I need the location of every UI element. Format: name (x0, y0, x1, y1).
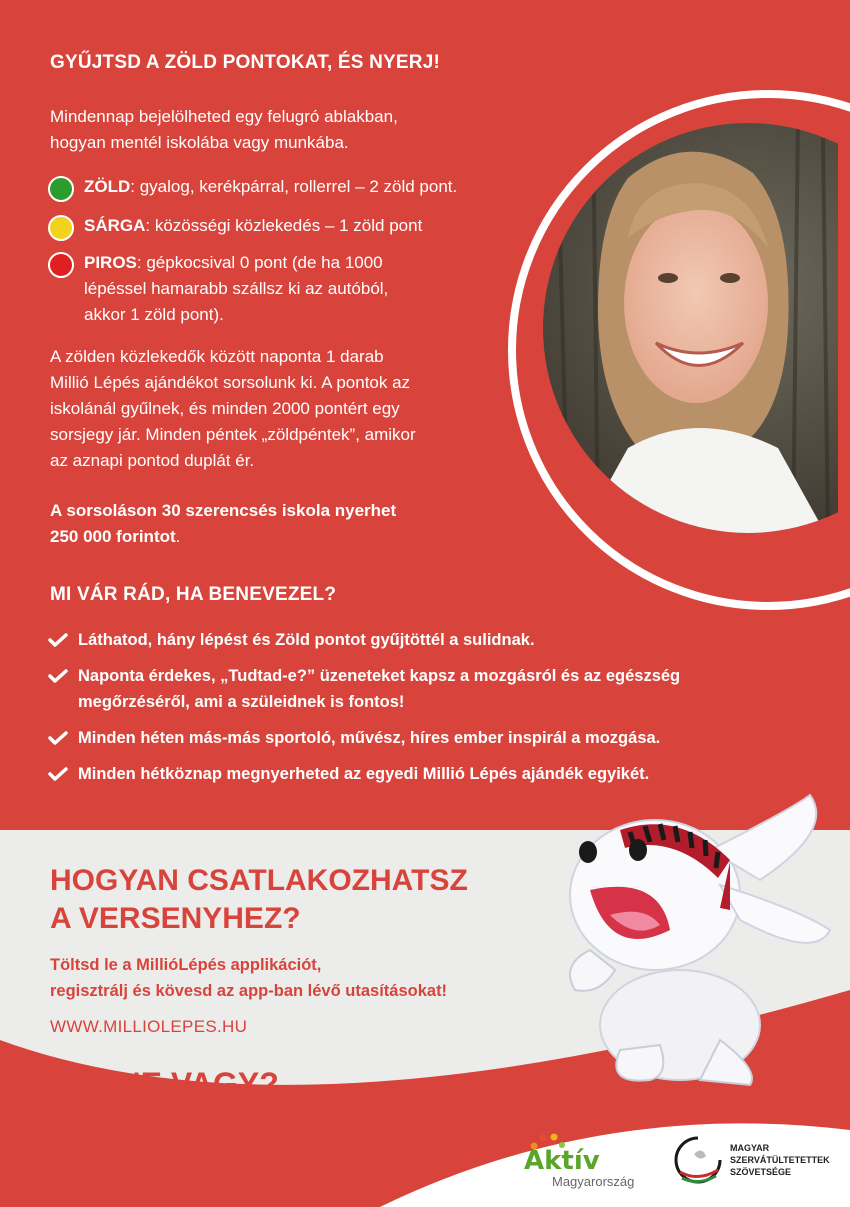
list-item: Minden héten más-más sportoló, művész, híres ember inspirál a mozgása. (48, 725, 788, 751)
list-item: Láthatod, hány lépést és Zöld pontot gyűjtöttél a sulidnak. (48, 627, 788, 653)
benefits-list (48, 627, 788, 797)
section2-title: MI VÁR RÁD, HA BENEVEZEL? (50, 584, 337, 605)
section1-title: GYŰJTSD A ZÖLD PONTOKAT, ÉS NYERJ! (50, 52, 441, 73)
list-item: Minden hétköznap megnyerheted az egyedi Millió Lépés ajándék egyikét. (48, 761, 788, 787)
portrait-photo (538, 118, 838, 538)
prize-text: A sorsoláson 30 szerencsés iskola nyerhet 250 000 forintot. (50, 501, 397, 546)
cta-title: BENNE VAGY? (50, 1066, 279, 1102)
organ-transplant-emblem-icon (672, 1134, 724, 1186)
level-red: PIROS: gépkocsival 0 pont (de ha 1000 lépéssel hamarabb szállsz ki az autóból, akkor 1 zöld pont). (48, 250, 388, 328)
website-link[interactable]: WWW.MILLIOLEPES.HU (50, 1017, 248, 1036)
check-icon (48, 767, 68, 782)
check-icon (48, 633, 68, 648)
red-dot-icon (48, 252, 74, 278)
rabbit-mascot-illustration (560, 790, 845, 1090)
yellow-dot-icon (48, 215, 74, 241)
check-icon (48, 731, 68, 746)
aktiv-magyarorszag-logo: Aktív Magyarország (524, 1132, 654, 1192)
join-title: HOGYAN CSATLAKOZHATSZ A VERSENYHEZ? (50, 864, 468, 935)
join-instructions: Töltsd le a MillióLépés applikációt, regisztrálj és kövesd az app-ban lévő utasításokat! (50, 956, 448, 1000)
check-icon (48, 669, 68, 684)
lottery-paragraph: A zölden közlekedők között naponta 1 darab Millió Lépés ajándékot sorsolunk ki. A pontok az iskolánál gyűlnek, és minden 2000 pontért egy sorsjegy jár. Minden péntek „zöldpéntek”, amikor az aznapi pontod duplát ér. (50, 347, 416, 470)
list-item: Naponta érdekes, „Tudtad-e?” üzeneteket kapsz a mozgásról és az egészség megőrzéséről, ami a szüleidnek is fontos! (48, 663, 788, 715)
green-dot-icon (48, 176, 74, 202)
level-green: ZÖLD: gyalog, kerékpárral, rollerrel – 2 zöld pont. (48, 174, 457, 200)
mszsz-logo: MAGYAR SZERVÁTÜLTETETTEK SZÖVETSÉGE (672, 1132, 842, 1192)
level-yellow: SÁRGA: közösségi közlekedés – 1 zöld pont (48, 213, 422, 239)
intro-text: Mindennap bejelölheted egy felugró ablakban, hogyan mentél iskolába vagy munkába. (50, 107, 398, 152)
